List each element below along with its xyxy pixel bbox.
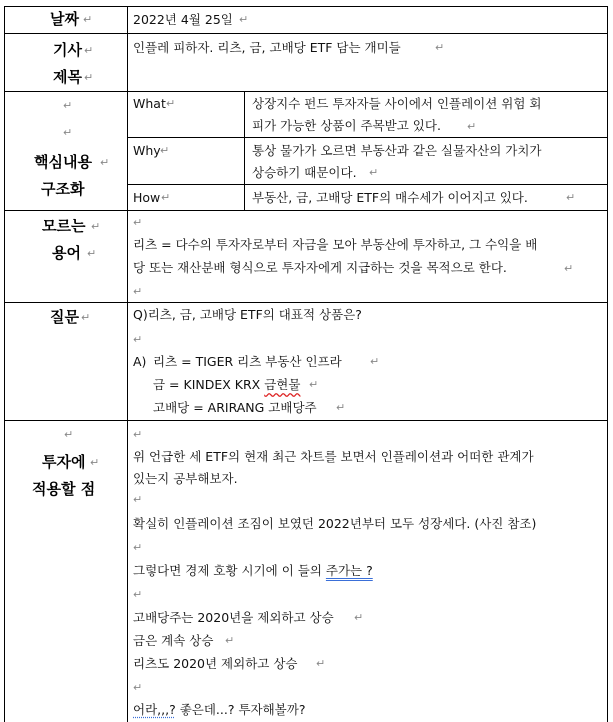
- paragraph-mark: ↵: [64, 428, 74, 441]
- answer-dividend: 고배당 = ARIRANG 고배당주: [153, 400, 317, 415]
- paragraph-mark: ↵: [239, 13, 249, 26]
- paragraph-mark: ↵: [83, 13, 93, 26]
- apply-p3-text: 그렇다면 경제 호황 시기에 이 들의: [133, 563, 326, 578]
- paragraph-mark: ↵: [133, 681, 143, 694]
- apply-p1-line1: 위 언급한 세 ETF의 현재 최근 차트를 보면서 인플레이션과 어떠한 관계가: [133, 449, 534, 464]
- paragraph-mark: ↵: [133, 216, 143, 229]
- answer-gold-text: 금 = KINDEX KRX: [153, 377, 265, 392]
- apply-label-line2: 적용할 점: [32, 480, 96, 498]
- paragraph-mark: ↵: [566, 191, 576, 204]
- paragraph-mark: ↵: [369, 166, 379, 179]
- apply-p4: 고배당주는 2020년을 제외하고 상승: [133, 610, 334, 625]
- apply-p1-line2: 있는지 공부해보자.: [133, 471, 238, 486]
- answer-reits: 리츠 = TIGER 리츠 부동산 인프라: [153, 354, 342, 369]
- terms-label-line2: 용어: [52, 244, 81, 262]
- what-line2: 피가 가능한 상품이 주목받고 있다.: [252, 118, 441, 133]
- paragraph-mark: ↵: [133, 285, 143, 298]
- paragraph-mark: ↵: [225, 634, 235, 647]
- paragraph-mark: ↵: [564, 262, 574, 275]
- paragraph-mark: ↵: [91, 220, 101, 233]
- paragraph-mark: ↵: [336, 401, 346, 414]
- question-label: 질문: [50, 308, 79, 326]
- row-divider: [4, 33, 607, 34]
- date-value: 2022년 4월 25일: [133, 12, 233, 27]
- row-divider: [4, 302, 607, 303]
- paragraph-mark: ↵: [316, 657, 326, 670]
- paragraph-mark: ↵: [100, 156, 110, 169]
- paragraph-mark: ↵: [133, 493, 143, 506]
- row-divider: [127, 137, 607, 138]
- why-line2: 상승하기 때문이다.: [252, 165, 357, 180]
- how-key: How: [133, 190, 161, 205]
- apply-p2: 확실히 인플레이션 조짐이 보였던 2022년부터 모두 성장세다. (사진 참조): [133, 516, 537, 531]
- paragraph-mark: ↵: [166, 97, 176, 110]
- table-border-right: [607, 6, 608, 722]
- apply-p3-grammar: 주가는 ?: [325, 563, 373, 578]
- paragraph-mark: ↵: [309, 378, 319, 391]
- apply-p7-grammar: 어라,,,?: [133, 702, 176, 717]
- column-divider: [244, 91, 245, 210]
- paragraph-mark: ↵: [370, 355, 380, 368]
- apply-p7-text: 좋은데...? 투자해볼까?: [175, 702, 306, 717]
- apply-label-line1: 투자에: [42, 453, 86, 471]
- paragraph-mark: ↵: [133, 541, 143, 554]
- paragraph-mark: ↵: [63, 126, 73, 139]
- table-border-top: [4, 6, 607, 7]
- why-line1: 통상 물가가 오르면 부동산과 같은 실물자산의 가치가: [252, 143, 542, 158]
- article-label-line2: 제목: [53, 68, 82, 86]
- structure-label-line2: 구조화: [41, 180, 85, 198]
- terms-label-line1: 모르는: [42, 217, 86, 235]
- paragraph-mark: ↵: [90, 456, 100, 469]
- row-divider: [127, 184, 607, 185]
- apply-p6: 리츠도 2020년 제외하고 상승: [133, 656, 298, 671]
- apply-p3: [133, 563, 373, 579]
- answer-gold: [153, 377, 300, 393]
- paragraph-mark: ↵: [160, 144, 170, 157]
- paragraph-mark: ↵: [63, 99, 73, 112]
- structure-label-line1: 핵심내용: [34, 153, 92, 171]
- paragraph-mark: ↵: [133, 588, 143, 601]
- date-label: 날짜: [50, 10, 79, 28]
- terms-line1: 리츠 = 다수의 투자자로부터 자금을 모아 부동산에 투자하고, 그 수익을 배: [133, 237, 538, 252]
- article-title: 인플레 피하자. 리츠, 금, 고배당 ETF 담는 개미들: [133, 40, 401, 55]
- table-border-left: [4, 6, 5, 722]
- question-text: Q)리츠, 금, 고배당 ETF의 대표적 상품은?: [133, 307, 362, 322]
- what-line1: 상장지수 펀드 투자자들 사이에서 인플레이션 위험 회: [252, 96, 542, 111]
- answer-gold-spellcheck: 금현물: [264, 377, 301, 392]
- column-divider: [127, 6, 128, 722]
- article-label-line1: 기사: [53, 41, 82, 59]
- answer-prefix: A): [133, 354, 147, 369]
- paragraph-mark: ↵: [84, 71, 94, 84]
- paragraph-mark: ↵: [81, 311, 91, 324]
- paragraph-mark: ↵: [467, 120, 477, 133]
- paragraph-mark: ↵: [133, 333, 143, 346]
- paragraph-mark: ↵: [133, 428, 143, 441]
- row-divider: [4, 91, 607, 92]
- paragraph-mark: ↵: [435, 41, 445, 54]
- row-divider: [4, 420, 607, 421]
- paragraph-mark: ↵: [354, 611, 364, 624]
- paragraph-mark: ↵: [161, 191, 171, 204]
- why-key: Why: [133, 143, 161, 158]
- how-line1: 부동산, 금, 고배당 ETF의 매수세가 이어지고 있다.: [252, 190, 528, 205]
- apply-p7: [133, 702, 305, 718]
- apply-p5: 금은 계속 상승: [133, 633, 214, 648]
- paragraph-mark: ↵: [84, 44, 94, 57]
- terms-line2: 당 또는 재산분배 형식으로 투자자에게 지급하는 것을 목적으로 한다.: [133, 260, 507, 275]
- paragraph-mark: ↵: [87, 247, 97, 260]
- what-key: What: [133, 96, 166, 111]
- row-divider: [4, 210, 607, 211]
